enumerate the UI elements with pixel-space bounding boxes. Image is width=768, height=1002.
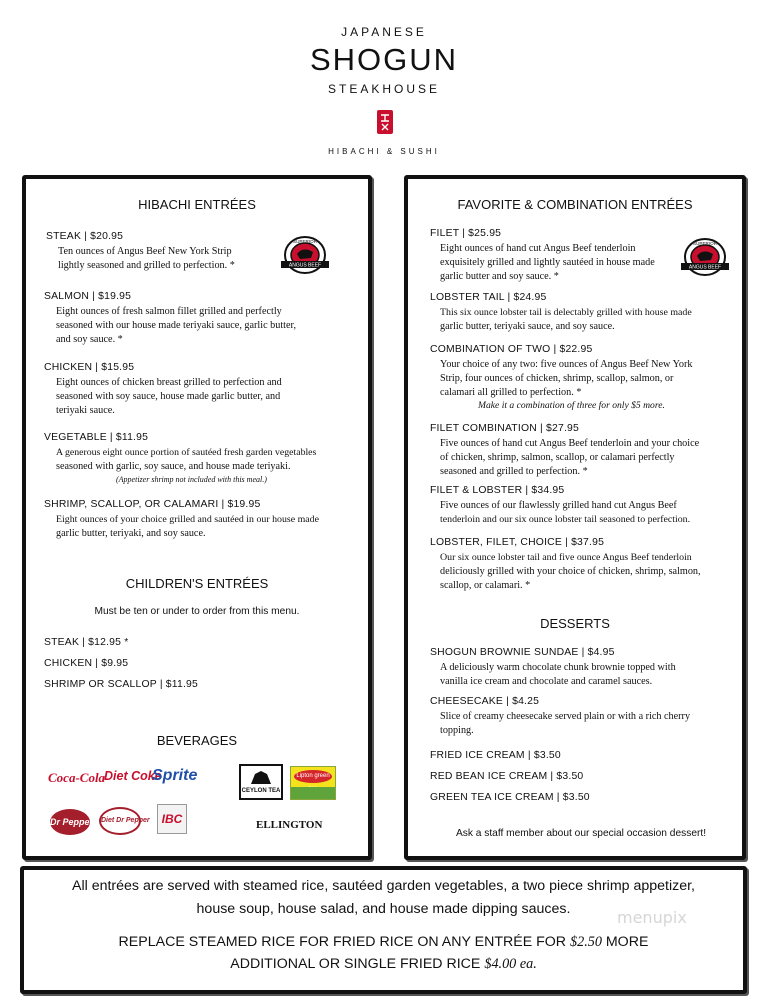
fried-rice-upgrade-line <box>24 934 743 951</box>
item-name: SHRIMP, SCALLOP, OR CALAMARI | $19.95 <box>44 499 261 510</box>
item-desc: seasoned and grilled to perfection. * <box>440 466 588 477</box>
item-note: Make it a combination of three for only $5 more. <box>478 400 665 411</box>
children-title: CHILDREN'S ENTRÉES <box>125 576 269 591</box>
item-desc: exquisitely grilled and lightly sautéed in house made <box>440 257 655 268</box>
item-desc: lightly seasoned and grilled to perfection. * <box>58 260 235 271</box>
item-desc: A generous eight ounce portion of sautéed fresh garden vegetables <box>56 447 317 458</box>
header-steakhouse: STEAKHOUSE <box>327 82 441 96</box>
served-with-line-1: All entrées are served with steamed rice, sautéed garden vegetables, a two piece shrimp appetizer, <box>71 878 696 894</box>
menu-item-lobster-tail <box>430 291 546 304</box>
superior-angus-beef-badge <box>679 237 731 277</box>
item-desc: Eight ounces of your choice grilled and sautéed in our house made <box>56 514 319 525</box>
item-desc: seasoned with garlic, soy sauce, and house made teriyaki. <box>56 461 291 472</box>
shogun-seal-icon <box>377 110 393 134</box>
dessert-fried-ice-cream <box>430 749 561 762</box>
item-name: CHICKEN | $9.95 <box>44 658 129 669</box>
ellington-logo: ELLINGTON <box>256 819 323 831</box>
dessert-cheesecake <box>430 695 539 708</box>
item-name: SALMON | $19.95 <box>44 291 132 302</box>
menu-item-steak <box>46 230 123 243</box>
item-name: FILET & LOBSTER | $34.95 <box>430 485 565 496</box>
item-desc: seasoned with soy sauce, house made garlic butter, and <box>56 391 281 402</box>
right-menu-panel <box>404 175 746 860</box>
served-with-line-2: house soup, house salad, and house made dipping sauces. <box>196 901 571 917</box>
item-desc: and soy sauce. * <box>56 334 123 345</box>
item-name: GREEN TEA ICE CREAM | $3.50 <box>430 792 590 803</box>
item-name: STEAK | $20.95 <box>46 231 124 242</box>
desserts-title: DESSERTS <box>540 616 610 631</box>
item-desc: topping. <box>440 725 474 736</box>
item-desc: garlic butter, teriyaki, and soy sauce. <box>56 528 206 539</box>
additional-text: ADDITIONAL OR SINGLE FRIED RICE <box>230 956 485 972</box>
item-desc: vanilla ice cream and chocolate and caramel sauces. <box>440 676 653 687</box>
badge-bottom-text: ANGUS BEEF <box>688 264 722 271</box>
lipton-green-tea-text: Lipton green <box>294 770 332 783</box>
children-item-steak <box>44 636 128 649</box>
additional-fried-rice-line <box>24 956 743 973</box>
menu-item-salmon <box>44 290 131 303</box>
children-item-chicken <box>44 657 128 670</box>
desserts-footer-note: Ask a staff member about our special occasion dessert! <box>455 828 707 839</box>
upgrade-more: MORE <box>601 934 649 950</box>
dessert-brownie-sundae <box>430 646 615 659</box>
menu-header <box>0 0 768 170</box>
additional-price: $4.00 ea. <box>484 956 537 972</box>
menu-item-filet-lobster <box>430 484 564 497</box>
item-desc: Strip, four ounces of chicken, shrimp, scallop, salmon, or <box>440 373 674 384</box>
upgrade-price: $2.50 <box>570 934 602 950</box>
item-desc: of chicken, shrimp, salmon, scallop, or calamari perfectly <box>440 452 675 463</box>
header-tagline: HIBACHI & SUSHI <box>328 147 440 156</box>
favorites-title: FAVORITE & COMBINATION ENTRÉES <box>457 197 693 212</box>
badge-top-text: SUPERIOR <box>693 241 717 246</box>
menupix-watermark: menupix <box>617 908 687 927</box>
item-name: LOBSTER TAIL | $24.95 <box>430 292 547 303</box>
diet-coke-logo: Diet Coke <box>104 769 162 783</box>
upgrade-text: REPLACE STEAMED RICE FOR FRIED RICE ON ANY ENTRÉE FOR <box>118 934 570 950</box>
header-japanese: JAPANESE <box>341 25 427 39</box>
menu-item-vegetable <box>44 431 148 444</box>
item-desc: garlic butter and soy sauce. * <box>440 271 559 282</box>
dessert-green-tea-ice-cream <box>430 791 590 804</box>
item-desc: Your choice of any two: five ounces of Angus Beef New York <box>440 359 693 370</box>
item-desc: teriyaki sauce. <box>56 405 115 416</box>
coca-cola-logo: Coca-Cola <box>48 770 106 785</box>
item-note: (Appetizer shrimp not included with this meal.) <box>116 475 267 484</box>
item-name: RED BEAN ICE CREAM | $3.50 <box>430 771 584 782</box>
item-desc: Eight ounces of hand cut Angus Beef tenderloin <box>440 243 636 254</box>
superior-angus-beef-badge <box>279 235 331 275</box>
item-desc: scallop, or calamari. * <box>440 580 531 591</box>
item-name: FILET | $25.95 <box>430 228 502 239</box>
ceylon-tea-logo <box>239 764 283 800</box>
item-desc: This six ounce lobster tail is delectably grilled with house made <box>440 307 692 318</box>
item-desc: calamari all grilled to perfection. * <box>440 387 582 398</box>
item-desc: garlic butter, teriyaki sauce, and soy sauce. <box>440 321 615 332</box>
item-desc: seasoned with our house made teriyaki sauce, garlic butter, <box>56 320 297 331</box>
item-desc: Five ounces of our flawlessly grilled hand cut Angus Beef <box>440 500 677 511</box>
item-desc: Eight ounces of chicken breast grilled to perfection and <box>56 377 282 388</box>
menu-item-combination-of-two <box>430 343 592 356</box>
item-name: SHOGUN BROWNIE SUNDAE | $4.95 <box>430 647 615 658</box>
beverages-title: BEVERAGES <box>156 733 238 748</box>
children-item-shrimp-scallop <box>44 678 198 691</box>
menu-item-filet-combination <box>430 422 579 435</box>
dessert-red-bean-ice-cream <box>430 770 583 783</box>
menu-item-shrimp-scallop-calamari <box>44 498 260 511</box>
item-name: SHRIMP OR SCALLOP | $11.95 <box>44 679 199 690</box>
badge-bottom-text: ANGUS BEEF <box>288 262 322 269</box>
ceylon-tea-text: CEYLON TEA <box>241 788 281 794</box>
item-name: VEGETABLE | $11.95 <box>44 432 149 443</box>
badge-top-text: SUPERIOR <box>293 239 317 244</box>
green-tea-band <box>291 787 335 799</box>
item-desc: deliciously grilled with your choice of chicken, shrimp, salmon, <box>440 566 701 577</box>
left-menu-panel <box>22 175 372 860</box>
item-name: FRIED ICE CREAM | $3.50 <box>430 750 561 761</box>
item-desc: Eight ounces of fresh salmon fillet grilled and perfectly <box>56 306 282 317</box>
lipton-green-tea-logo <box>290 766 336 800</box>
item-name: FILET COMBINATION | $27.95 <box>430 423 579 434</box>
item-desc: tenderloin and our six ounce lobster tail seasoned to perfection. <box>440 514 691 525</box>
diet-dr-pepper-logo: Diet Dr Pepper <box>99 807 141 835</box>
item-name: LOBSTER, FILET, CHOICE | $37.95 <box>430 537 605 548</box>
item-desc: Slice of creamy cheesecake served plain or with a rich cherry <box>440 711 691 722</box>
children-subtitle: Must be ten or under to order from this menu. <box>94 606 300 617</box>
ibc-root-beer-logo: IBC <box>157 804 187 834</box>
served-with-panel <box>20 866 747 994</box>
hibachi-title: HIBACHI ENTRÉES <box>138 197 256 212</box>
item-desc: A deliciously warm chocolate chunk brownie topped with <box>440 662 676 673</box>
item-desc: Our six ounce lobster tail and five ounce Angus Beef tenderloin <box>440 552 692 563</box>
menu-item-filet <box>430 227 501 240</box>
menu-item-lobster-filet-choice <box>430 536 604 549</box>
sprite-logo: Sprite <box>152 767 198 784</box>
item-desc: Ten ounces of Angus Beef New York Strip <box>58 246 232 257</box>
dr-pepper-logo: Dr Pepper <box>50 809 90 835</box>
restaurant-name: SHOGUN <box>309 42 459 77</box>
item-desc: Five ounces of hand cut Angus Beef tenderloin and your choice <box>440 438 700 449</box>
item-name: CHEESECAKE | $4.25 <box>430 696 540 707</box>
menu-item-chicken <box>44 361 134 374</box>
item-name: COMBINATION OF TWO | $22.95 <box>430 344 593 355</box>
item-name: STEAK | $12.95 * <box>44 637 129 648</box>
item-name: CHICKEN | $15.95 <box>44 362 135 373</box>
lion-icon <box>249 768 273 786</box>
